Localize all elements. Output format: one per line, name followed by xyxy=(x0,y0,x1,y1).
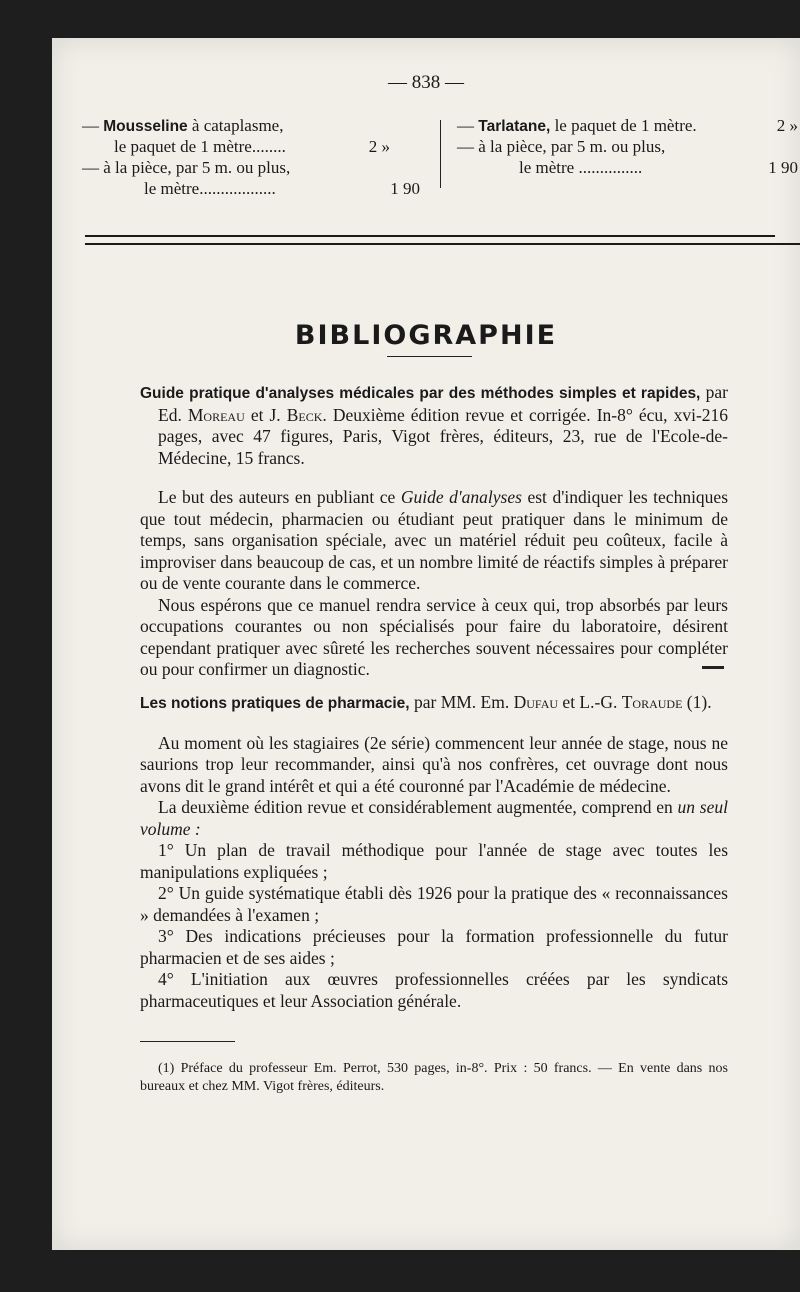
dash: — xyxy=(82,116,99,135)
item-text: le mètre.................. xyxy=(144,179,276,198)
author: Dufau xyxy=(513,692,559,712)
price-line xyxy=(82,178,420,199)
price-list-right xyxy=(457,115,800,178)
item-price: 2 » xyxy=(776,116,798,135)
italic-text: un seul volume : xyxy=(140,797,728,839)
footnote-rule xyxy=(140,1041,235,1042)
price-list-left xyxy=(82,115,420,199)
entry-paragraph xyxy=(140,797,728,840)
entry-by: par MM. Em. xyxy=(413,692,510,712)
list-item: 3° Des indications précieuses pour la formation professionnelle du futur pharmacien et de ses aides ; xyxy=(140,926,728,968)
item-title: Tarlatane, xyxy=(478,118,551,135)
entry-by: par Ed. xyxy=(158,382,728,425)
printer-mark xyxy=(702,666,724,669)
entry-and: et L.-G. xyxy=(562,692,618,712)
item-title: Mousseline xyxy=(103,118,188,135)
item-price: 2 » xyxy=(368,137,390,156)
price-line xyxy=(457,115,800,136)
text: La deuxième édition revue et considérablement augmentée, comprend en xyxy=(158,797,673,817)
footnote: (1) Préface du professeur Em. Perrot, 530 pages, in-8°. Prix : 50 francs. — En vente dans nos bureaux et chez MM. Vigot frères, éditeurs. xyxy=(140,1061,728,1094)
author: Beck xyxy=(286,404,323,425)
double-rule-top xyxy=(85,235,775,237)
page-number: — 838 — xyxy=(388,72,464,93)
bibliography-entry-1 xyxy=(140,382,728,681)
list-item: 4° L'initiation aux œuvres professionnelles créées par les syndicats pharmaceutiques et leur Association générale. xyxy=(140,969,728,1011)
heading-underline xyxy=(387,356,472,357)
item-text: — à la pièce, par 5 m. ou plus, xyxy=(457,137,666,156)
price-line xyxy=(82,157,420,178)
author: Toraude xyxy=(621,692,683,712)
item-price: 1 90 xyxy=(768,158,798,177)
entry-citation xyxy=(140,382,728,469)
entry-title: Les notions pratiques de pharmacie, xyxy=(140,695,410,712)
entry-and: et J. xyxy=(250,404,281,425)
item-text: le paquet de 1 mètre. xyxy=(550,116,697,135)
price-line xyxy=(457,157,800,178)
entry-details: . Deuxième édition revue et corrigée. In-8° écu, xvi-216 pages, avec 47 figures, Paris, Vigot frères, éditeurs, 23, rue de l'Ecole-de-Médecine, 15 francs. xyxy=(158,404,729,468)
document-page xyxy=(52,38,800,1250)
author: Moreau xyxy=(187,404,245,425)
entry-paragraph: Nous espérons que ce manuel rendra service à ceux qui, trop absorbés par leurs occupations courantes ou non spécialisés pour faire du laboratoire, désirent cependant pratiquer avec sûreté les recherches souvent nécessaires pour compléter ou pour confirmer un diagnostic. xyxy=(140,594,728,679)
text: Le but des auteurs en publiant ce xyxy=(158,487,396,507)
item-price: 1 90 xyxy=(390,179,420,198)
column-separator xyxy=(440,120,441,188)
bibliography-entry-2 xyxy=(140,692,728,1012)
entry-paragraph: Au moment où les stagiaires (2e série) commencent leur année de stage, nous ne saurions trop leur recommander, ainsi qu'à nos confrères, cet ouvrage dont nous avons dit le grand intérêt et qui a été couronné par l'Académie de médecine. xyxy=(140,732,728,796)
dash: — xyxy=(457,116,474,135)
double-rule-bottom xyxy=(85,243,800,245)
price-line xyxy=(82,115,420,136)
price-line xyxy=(457,136,800,157)
item-text: à cataplasme, xyxy=(187,116,284,135)
list-item: 2° Un guide systématique établi dès 1926 pour la pratique des « reconnaissances » demandées à l'examen ; xyxy=(140,883,728,925)
entry-paragraph xyxy=(140,487,728,595)
item-text: le paquet de 1 mètre........ xyxy=(114,137,286,156)
item-text: le mètre ............... xyxy=(519,158,643,177)
section-heading: BIBLIOGRAPHIE xyxy=(294,320,558,351)
entry-title: Guide pratique d'analyses médicales par des méthodes simples et rapides, xyxy=(140,385,701,402)
text: est d'indiquer les techniques que tout médecin, pharmacien ou étudiant peut pratiquer dans le minimum de temps, sans organisation spéciale, avec un matériel réduit peu coûteux, facile à improviser dans beaucoup de cas, et un nombre limité de réactifs simples à préparer ou de vente courante dans le commerce. xyxy=(140,487,729,593)
item-text: — à la pièce, par 5 m. ou plus, xyxy=(82,158,291,177)
entry-citation xyxy=(140,692,728,715)
price-line xyxy=(82,136,420,157)
footnote-ref: (1). xyxy=(682,692,712,712)
italic-title: Guide d'analyses xyxy=(400,487,522,507)
list-item: 1° Un plan de travail méthodique pour l'année de stage avec toutes les manipulations expliquées ; xyxy=(140,840,728,882)
